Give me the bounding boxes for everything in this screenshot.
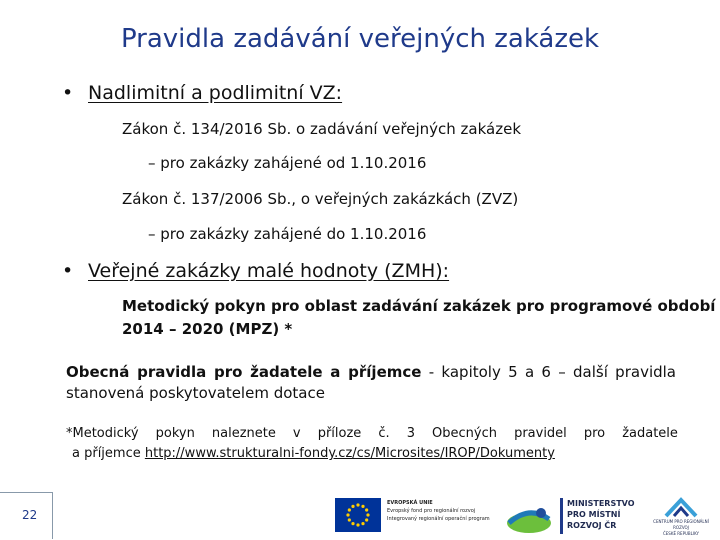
bullet-zmh-text: Veřejné zakázky malé hodnoty (ZMH):: [88, 260, 450, 282]
law-137-2006: Zákon č. 137/2006 Sb., o veřejných zakázkách (ZVZ): [122, 190, 519, 208]
bullet-nadlimitni: [62, 82, 342, 104]
footnote-word: naleznete: [211, 426, 276, 441]
ministry-line-1: MINISTERSTVO: [567, 499, 635, 508]
footnote-word: pro: [583, 426, 606, 441]
crr-line-2: ČESKÉ REPUBLIKY: [662, 531, 699, 536]
page-title: Pravidla zadávání veřejných zakázek: [120, 24, 600, 54]
footnote-word: v: [292, 426, 301, 441]
ministry-line-2: PRO MÍSTNÍ: [567, 510, 621, 519]
eu-star: [365, 508, 368, 511]
general-rules-bold: Obecná pravidla pro žadatele a příjemce: [66, 363, 422, 381]
ministry-logo-block: [560, 496, 640, 536]
law-134-2016: Zákon č. 134/2016 Sb. o zadávání veřejných zakázek: [122, 120, 522, 138]
general-rules-paragraph: [66, 362, 676, 404]
eu-logo-block: [335, 496, 495, 536]
footnote: [66, 424, 678, 464]
footnote-line-2-text: a příjemce: [72, 446, 145, 461]
crr-logo-text: [646, 519, 716, 537]
footnote-word: 3: [406, 426, 415, 441]
footnote-word: č.: [378, 426, 390, 441]
eu-star: [356, 523, 359, 526]
footnote-line-1: [66, 424, 678, 444]
eu-star: [365, 518, 368, 521]
crr-logo-icon: [664, 496, 698, 518]
eu-star: [351, 522, 354, 525]
eu-star: [348, 508, 351, 511]
footnote-word: příloze: [317, 426, 362, 441]
footnote-word: pokyn: [155, 426, 195, 441]
eu-star: [366, 513, 369, 516]
bullet-nadlimitni-text: Nadlimitní a podlimitní VZ:: [88, 82, 343, 104]
footnote-word: Obecných: [432, 426, 497, 441]
eu-logo-line-3: Integrovaný regionální operační program: [387, 516, 490, 522]
ministry-line-3: ROZVOJ ČR: [567, 521, 617, 530]
mpz-line-2: 2014 – 2020 (MPZ) *: [122, 320, 293, 338]
bullet-dot: •: [62, 260, 74, 282]
footnote-word: žadatele: [622, 426, 678, 441]
bullet-dot: •: [62, 82, 74, 104]
ministry-logo-bar: [560, 498, 563, 534]
bullet-zmh: [62, 260, 449, 282]
eu-logo-line-2: Evropský fond pro regionální rozvoj: [387, 508, 476, 514]
crr-line-1: CENTRUM PRO REGIONÁLNÍ ROZVOJ: [653, 519, 709, 530]
eu-star: [348, 518, 351, 521]
footnote-word: pravidel: [514, 426, 567, 441]
crr-logo-block: [646, 496, 716, 536]
eu-logo-line-1: EVROPSKÁ UNIE: [387, 500, 433, 506]
general-rules-rest: - kapitoly 5 a 6 – další pravidla stanovená poskytovatelem dotace: [66, 363, 676, 402]
eu-star: [361, 505, 364, 508]
eu-star: [356, 503, 359, 506]
footnote-word: *Metodický: [66, 426, 139, 441]
footnote-line-2: [66, 444, 678, 464]
mpz-line-1: Metodický pokyn pro oblast zadávání zakázek pro programové období: [122, 297, 716, 315]
eu-star: [346, 513, 349, 516]
irop-emblem-icon: [505, 500, 553, 540]
law-134-2016-note: – pro zakázky zahájené od 1.10.2016: [148, 154, 427, 172]
ministry-logo-text: [567, 498, 635, 531]
law-137-2006-note: – pro zakázky zahájené do 1.10.2016: [148, 225, 427, 243]
eu-flag-icon: [335, 498, 381, 532]
page-number: 22: [22, 508, 38, 522]
documents-link[interactable]: http://www.strukturalni-fondy.cz/cs/Microsites/IROP/Dokumenty: [144, 446, 555, 461]
eu-star: [361, 522, 364, 525]
eu-star: [351, 505, 354, 508]
eu-logo-text: [387, 499, 497, 523]
